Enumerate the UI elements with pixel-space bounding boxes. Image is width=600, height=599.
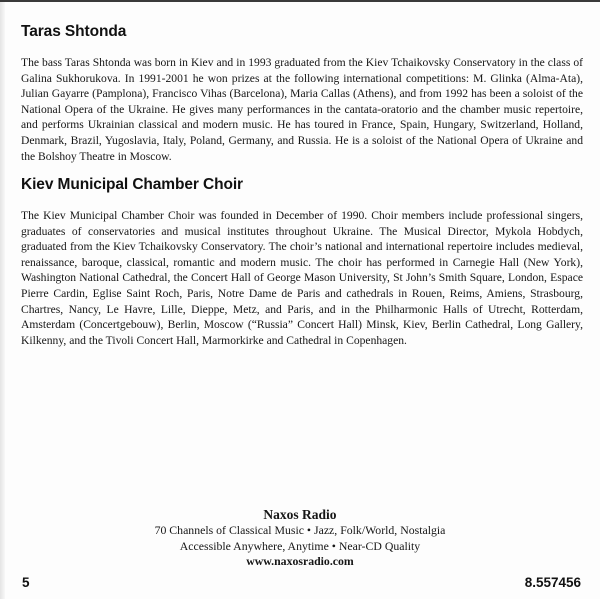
naxos-radio-advert — [100, 507, 500, 570]
section-taras-shtonda — [21, 23, 583, 164]
section-heading: Kiev Municipal Chamber Choir — [21, 176, 243, 193]
section-heading: Taras Shtonda — [21, 23, 127, 40]
page-number: 5 — [22, 575, 30, 590]
page-top-edge — [0, 0, 600, 2]
page-left-edge — [0, 2, 5, 599]
catalogue-number: 8.557456 — [524, 575, 581, 590]
section-kiev-municipal-chamber-choir — [21, 176, 583, 348]
advert-title: Naxos Radio — [263, 507, 337, 522]
advert-line-1: 70 Channels of Classical Music • Jazz, Folk/World, Nostalgia — [154, 523, 446, 537]
advert-line-2: Accessible Anywhere, Anytime • Near-CD Quality — [179, 538, 421, 553]
section-body: The Kiev Municipal Chamber Choir was founded in December of 1990. Choir members include professional singers, graduates of conservatories and musical institutes throughout Ukraine. The Musical Director, Mykola Hobdych, graduated from the Kiev Tchaikovsky Conservatory. The choir’s national and international repertoire includes medieval, renaissance, baroque, classical, romantic and modern music. The choir has performed in Carnegie Hall (New York), Washington National Cathedral, the Concert Hall of George Mason University, St John’s Smith Square, London, Espace Pierre Cardin, Eglise Saint Roch, Paris, Notre Dame de Paris and cathedrals in Rouen, Reims, Amiens, Strasbourg, Chartres, Nancy, Le Havre, Lille, Dieppe, Metz, and Paris, and in the Philharmonic Halls of Utrecht, Rotterdam, Amsterdam (Concertgebouw), Berlin, Moscow (“Russia” Concert Hall) Minsk, Kiev, Berlin Cathedral, Long Gallery, Kilkenny, and the Tivoli Concert Hall, Marmorkirke and Cathedral in Copenhagen. — [21, 209, 583, 347]
section-body: The bass Taras Shtonda was born in Kiev and in 1993 graduated from the Kiev Tchaikovsky Conservatory in the class of Galina Sukhorukova. In 1991-2001 he won prizes at the following international competitions: M. Glinka (Alma-Ata), Julian Gayarre (Pamplona), Francisco Vihas (Barcelona), Maria Callas (Athens), and from 1992 has been a soloist of the National Opera of the Ukraine. He gives many performances in the cantata-oratorio and the chamber music repertoire, and performs Ukrainian classical and modern music. He has toured in France, Spain, Hungary, Switzerland, Holland, Denmark, Brazil, Yugoslavia, Italy, Poland, Germany, and Russia. He is a soloist of the National Opera of Ukraine and the Bolshoy Theatre in Moscow. — [21, 56, 583, 163]
advert-url[interactable]: www.naxosradio.com — [246, 554, 354, 569]
